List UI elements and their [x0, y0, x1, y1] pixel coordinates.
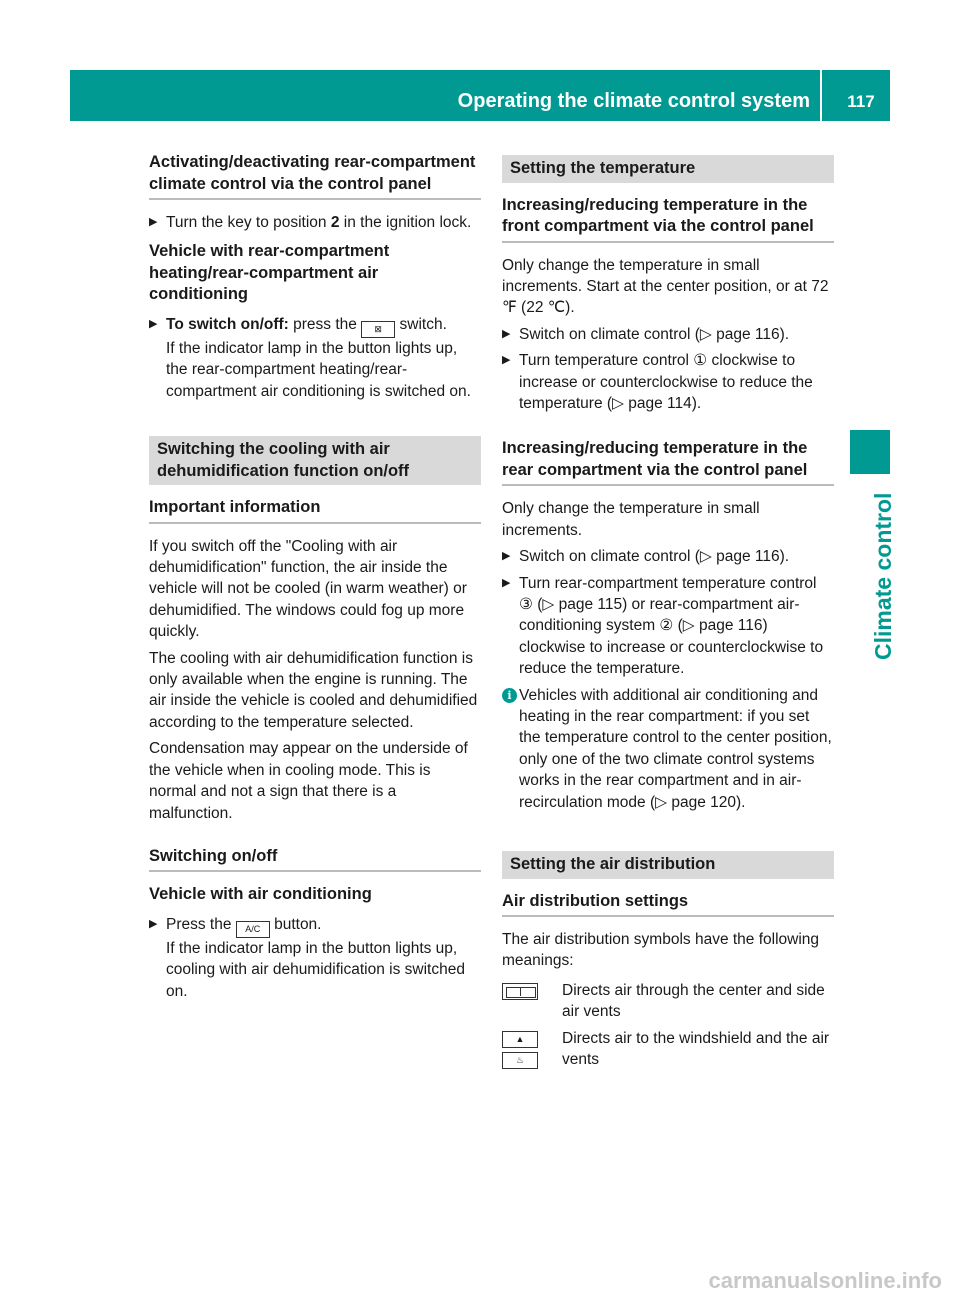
bullet-arrow-icon: ▶	[149, 317, 158, 330]
info-note	[502, 685, 834, 813]
step	[502, 546, 834, 567]
page-header	[70, 70, 890, 121]
page-number: 117	[847, 92, 875, 111]
section-band: Switching the cooling with air dehumidification function on/off	[149, 436, 481, 485]
center-side-vents-icon	[502, 983, 538, 1000]
symbol-description: Directs air to the windshield and the air vents	[562, 1029, 830, 1069]
text: Vehicles with additional air conditioning and heating in the rear compartment: if you set the temperature control to the center position, only one of the two climate control systems works in the rear compartment and in air-recirculation mode (▷ page 120).	[519, 686, 832, 811]
text: Turn temperature control ① clockwise to increase or counterclockwise to reduce the temperature (▷ page 114).	[519, 352, 813, 412]
bullet-arrow-icon: ▶	[149, 216, 158, 228]
heading: Switching on/off	[149, 846, 481, 873]
text: in the ignition lock.	[339, 214, 472, 231]
text: switch.	[395, 315, 447, 333]
text: Switch on climate control (▷ page 116).	[519, 325, 790, 343]
info-icon: i	[502, 688, 517, 703]
windshield-icon: ♨	[502, 1052, 538, 1069]
paragraph: Only change the temperature in small increments. Start at the center position, or at 72 ℉ (22 ℃).	[502, 256, 829, 317]
bullet-arrow-icon: ▶	[502, 576, 511, 589]
step	[149, 314, 481, 402]
text: Switch on climate control (▷ page 116).	[519, 548, 790, 566]
left-column	[149, 152, 481, 1007]
heading: Important information	[149, 497, 481, 524]
step	[502, 324, 834, 345]
text: Turn the key to position	[166, 214, 331, 231]
heading: Increasing/reducing temperature in the front compartment via the control panel	[502, 195, 834, 243]
right-column	[502, 155, 834, 1078]
ac-button-icon: A/C	[236, 921, 270, 938]
text: Turn rear-compartment temperature control ③ (▷ page 115) or rear-compartment air-conditioning system ② (▷ page 116) clockwise to increase or counterclockwise to reduce the temperature.	[519, 574, 824, 678]
symbol-row	[502, 1028, 834, 1073]
heading: Activating/deactivating rear-compartment climate control via the control panel	[149, 152, 481, 200]
step-label: To switch on/off:	[166, 315, 289, 333]
step	[502, 350, 834, 414]
paragraph: The air distribution symbols have the following meanings:	[502, 931, 820, 970]
text: press the	[288, 315, 362, 333]
bullet-arrow-icon: ▶	[502, 354, 511, 367]
step	[149, 914, 481, 1002]
rear-climate-switch-icon: ⊠	[361, 321, 395, 338]
bullet-arrow-icon: ▶	[502, 550, 511, 563]
section-tab	[850, 430, 890, 474]
paragraph: If you switch off the "Cooling with air dehumidification" function, the air inside the vehicle will not be cooled (in warm weather) or dehumidified. The windows could fog up more quickly.	[149, 537, 467, 641]
bullet-arrow-icon: ▶	[149, 917, 158, 930]
paragraph: Only change the temperature in small increments.	[502, 500, 760, 539]
paragraph: The cooling with air dehumidification function is only available when the engine is running. The air inside the vehicle is cooled and dehumidified according to the temperature selected.	[149, 649, 478, 731]
step	[502, 573, 834, 680]
text: button.	[269, 915, 322, 933]
subheading: Vehicle with air conditioning	[149, 885, 372, 904]
text: If the indicator lamp in the button lights up, the rear-compartment heating/rear-compartment air conditioning is switched on.	[166, 339, 471, 400]
heading: Air distribution settings	[502, 891, 834, 918]
heading: Increasing/reducing temperature in the rear compartment via the control panel	[502, 438, 834, 486]
watermark: carmanualsonline.info	[708, 1268, 942, 1293]
header-title: Operating the climate control system	[458, 70, 822, 121]
step	[149, 212, 481, 233]
bullet-arrow-icon: ▶	[502, 327, 511, 340]
symbol-row	[502, 980, 834, 1023]
section-label: Climate control	[870, 492, 896, 660]
text: Press the	[166, 915, 236, 933]
paragraph: Condensation may appear on the underside of the vehicle when in cooling mode. This is normal and not a sign that there is a malfunction.	[149, 740, 468, 822]
section-band: Setting the temperature	[502, 155, 834, 183]
symbol-description: Directs air through the center and side air vents	[562, 981, 825, 1021]
key-position: 2	[330, 214, 340, 231]
subheading: Vehicle with rear-compartment heating/rear-compartment air conditioning	[149, 242, 390, 304]
section-band: Setting the air distribution	[502, 851, 834, 879]
text: If the indicator lamp in the button lights up, cooling with air dehumidification is switched on.	[166, 939, 465, 1000]
air-vents-icon: ▲	[502, 1031, 538, 1048]
